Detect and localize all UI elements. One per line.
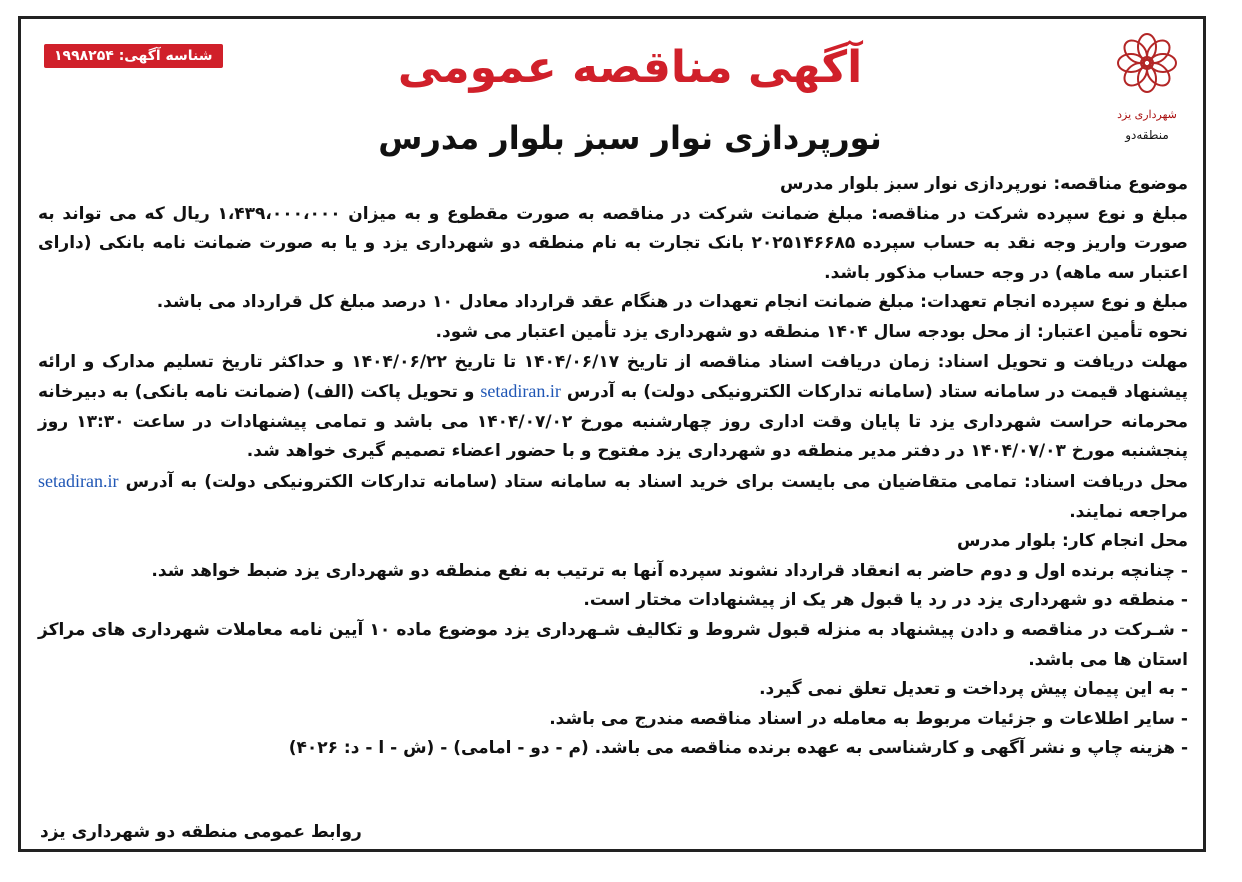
work-place-paragraph: محل انجام کار: بلوار مدرس xyxy=(957,531,1188,552)
deadline-text-2: و تحویل پاکت (الف) (ضمانت نامه بانکی) به دبیرخانه محرمانه حراست شهرداری یزد تا پایان وقت اداری روز چهارشنبه مورخ ۱۴۰۴/۰۷/۰۲ می باشد و تمامی پیشنهادات در ساعت ۱۳:۳۰ روز پنجشنبه مورخ ۱۴۰۴/۰۷/۰۳ در دفتر مدیر منطقه دو شهرداری یزد مفتوح و با حضور اعضاء تصمیم گیری خواهد شد. xyxy=(38,382,1189,462)
subject-paragraph: موضوع مناقصه: نورپردازی نوار سبز بلوار مدرس xyxy=(779,174,1188,194)
bullet-item: - به این پیمان پیش پرداخت و تعدیل تعلق نمی گیرد. xyxy=(759,679,1188,700)
bullet-item: - چنانچه برنده اول و دوم حاضر به انعقاد قرارداد نشوند سپرده آنها به ترتیب به نفع منطقه دو شهرداری یزد ضبط خواهد شد. xyxy=(151,560,1188,581)
bullet-item: - هزینه چاپ و نشر آگهی و کارشناسی به عهده برنده مناقصه می باشد. (م - دو - امامی) - (ش - ا - د: ۴۰۲۶) xyxy=(288,738,1188,759)
setadiran-link[interactable]: setadiran.ir xyxy=(480,381,561,402)
logo-script-text: شهرداری یزد xyxy=(1117,108,1177,121)
guarantee-paragraph: مبلغ و نوع سپرده شرکت در مناقصه: مبلغ ضمانت شرکت در مناقصه به صورت مقطوع و به میزان ۱،۴۳۹،۰۰۰،۰۰۰ ریال که می تواند به صورت واریز وجه نقد به حساب سپرده ۲۰۲۵۱۴۶۶۸۵ بانک تجارت به نام منطقه دو شهرداری یزد و یا به صورت ضمانت نامه بانکی (دارای اعتبار سه ماهه) در وجه حساب مذکور باشد. xyxy=(38,203,1188,283)
deadline-paragraph xyxy=(38,348,1188,467)
notice-body xyxy=(38,170,1188,764)
bullet-item: - شـرکت در مناقصه و دادن پیشنهاد به منزله قبول شروط و تکالیف شـهرداری یزد موضوع ماده ۱۰ آیین نامه معاملات شهرداری های مراکز استان ها می باشد. xyxy=(38,619,1189,670)
setadiran-link-2[interactable]: setadiran.ir xyxy=(38,470,119,491)
notice-subtitle: نورپردازی نوار سبز بلوار مدرس xyxy=(378,119,882,157)
footer-signature: روابط عمومی منطقه دو شهرداری یزد xyxy=(40,822,362,842)
bullet-item: - سایر اطلاعات و جزئیات مربوط به معامله در اسناد مناقصه مندرج می باشد. xyxy=(549,708,1188,729)
performance-paragraph: مبلغ و نوع سپرده انجام تعهدات: مبلغ ضمانت انجام تعهدات در هنگام عقد قرارداد معادل ۱۰ درصد مبلغ کل قرارداد می باشد. xyxy=(156,292,1188,313)
notice-title: آگهی مناقصه عمومی xyxy=(397,42,863,93)
docs-paragraph xyxy=(38,467,1188,527)
docs-text-2: مراجعه نمایند. xyxy=(1069,501,1188,522)
logo-caption: منطقه‌دو xyxy=(1125,128,1169,142)
docs-text-1: محل دریافت اسناد: تمامی متقاضیان می بایست برای خرید اسناد به سامانه ستاد (سامانه تدارکات الکترونیکی دولت) به آدرس xyxy=(125,471,1189,492)
municipality-logo xyxy=(1102,30,1192,160)
flower-emblem-icon xyxy=(1114,30,1180,96)
notice-header xyxy=(30,30,1202,170)
deadline-text-1: مهلت دریافت و تحویل اسناد: زمان دریافت اسناد مناقصه از تاریخ ۱۴۰۴/۰۶/۱۷ تا تاریخ ۱۴۰۴/۰۶/۲۲ و حداکثر تاریخ تسلیم مدارک و ارائه پیشنهاد قیمت در سامانه ستاد (سامانه تدارکات الکترونیکی دولت) به آدرس xyxy=(38,351,1188,403)
funding-paragraph: نحوه تأمین اعتبار: از محل بودجه سال ۱۴۰۴ منطقه دو شهرداری یزد تأمین اعتبار می شود. xyxy=(435,321,1188,342)
ad-id-badge: شناسه آگهی: ۱۹۹۸۲۵۴ xyxy=(44,44,223,68)
bullet-item: - منطقه دو شهرداری یزد در رد یا قبول هر یک از پیشنهادات مختار است. xyxy=(583,590,1188,611)
